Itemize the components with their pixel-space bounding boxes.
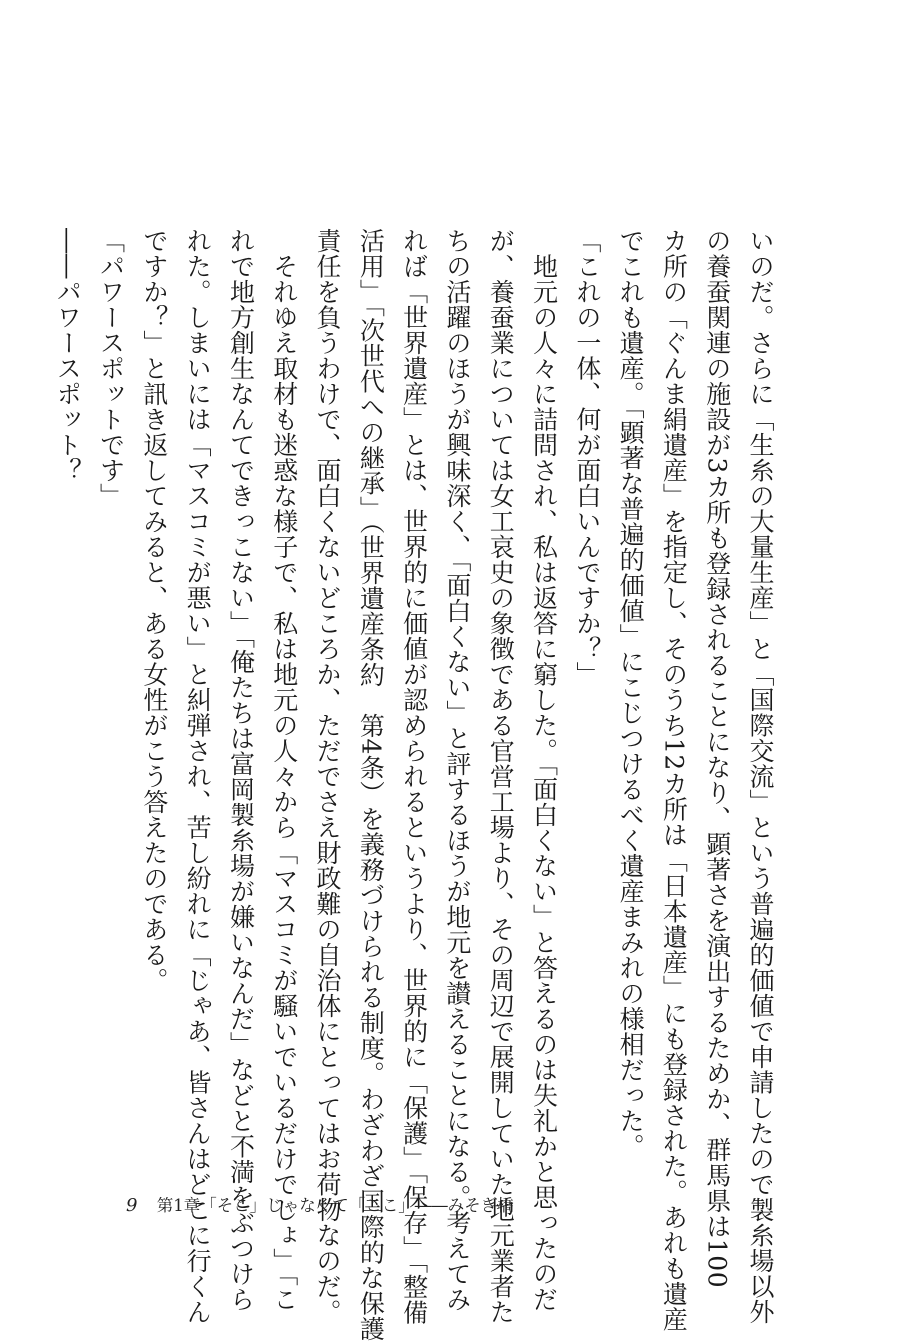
- text-line-12: それゆえ取材も迷惑な様子で、私は地元の人々から「マスコミが騒いでいるだけでしょ」「こ: [269, 228, 299, 1312]
- text-line-8: ちの活躍のほうが興味深く、「面白くない」と評するほうが地元を讃えることになる。考えてみ: [442, 228, 472, 1312]
- text-line-16: 「パワースポットです」: [96, 228, 126, 509]
- text-line-6: 地元の人々に詰問され、私は返答に窮した。「面白くない」と答えるのは失礼かと思ったのだ: [529, 228, 559, 1312]
- text-line-9: れば「世界遺産」とは、世界的に価値が認められるというより、世界的に「保護」「保存」「整備: [399, 228, 429, 1325]
- text-line-15: ですか？」と訊き返してみると、ある女性がこう答えたのである。: [139, 228, 169, 993]
- text-line-2: の養蚕関連の施設が3カ所も登録されることになり、顕著さを演出するためか、群馬県は100: [702, 228, 732, 1289]
- running-head: 第1章「そこ」じゃなくて「ここ」――みそぎ橋: [156, 1196, 514, 1215]
- text-line-17: ――パワースポット？: [53, 228, 83, 483]
- text-line-13: れで地方創生なんてできっこない」「俺たちは富岡製糸場が嫌いなんだ」などと不満をぶつけら: [226, 228, 256, 1312]
- text-line-1: いのだ。さらに「生糸の大量生産」と「国際交流」という普遍的価値で申請したので製糸場以外: [746, 228, 775, 1325]
- text-line-10: 活用」「次世代への継承」（世界遺産条約 第4条）を義務づけられる制度。わざわざ国際的な保護: [356, 228, 386, 1341]
- page-number: 9: [126, 1195, 138, 1216]
- text-line-3: カ所の「ぐんま絹遺産」を指定し、そのうち12カ所は「日本遺産」にも登録された。あれも遺産: [659, 228, 689, 1332]
- text-line-14: れた。しまいには「マスコミが悪い」と糾弾され、苦し紛れに「じゃあ、皆さんはどこに行くん: [183, 228, 213, 1325]
- text-line-4: でこれも遺産。「顕著な普遍的価値」にこじつけるべく遺産まみれの様相だった。: [616, 228, 646, 1159]
- text-line-5: 「これの一体、何が面白いんですか？」: [572, 228, 602, 687]
- text-line-7: が、養蚕業については女工哀史の象徴である官営工場より、その周辺で展開していた地元業者た: [486, 228, 516, 1325]
- page-footer: [126, 1192, 514, 1216]
- text-line-11: 責任を負うわけで、面白くないどころか、ただでさえ財政難の自治体にとってはお荷物なのだ。: [313, 228, 343, 1325]
